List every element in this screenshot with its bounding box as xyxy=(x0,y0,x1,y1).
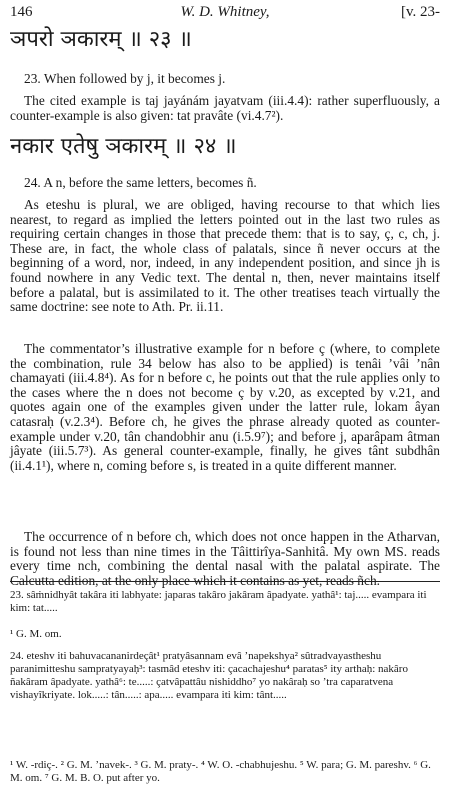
footnote-separator xyxy=(10,581,440,582)
rule-24-paragraph-2: The commentator’s illustrative example for n before ç (where, to complete the combination, rule 34 below has also to be applied) is tenâi ’vâi ’nân chamayati (iii.4.8⁴). As for n before c, he points out that the rule applies only to the cases where the n does not become ç by v.20, as excepted by v.21, and quotes again one of the examples given under the latter rule, lokam âyan catasraḥ (v.2.3⁴). Before ch, he gives the phrase already quoted as counter-example under v.20, tân chandobhir anu (i.5.9⁷); and before j, aparâpam âtman jâyate (iii.5.7³). As general counter-example, finally, he gives tânt subdhân (ii.4.1¹), where n, coming before s, is treated in a quite different manner. xyxy=(10,341,440,473)
rule-23-sanskrit: ञपरो ञकारम् ॥ २३ ॥ xyxy=(10,27,192,52)
rule-23-comment: The cited example is taj jayánám jayatvam (iii.4.4): rather superfluously, a counter-example is also given: tat pravâte (vi.4.7²). xyxy=(10,93,440,123)
variant-readings-23: ¹ G. M. om. xyxy=(10,628,62,640)
page-number: 146 xyxy=(10,4,33,20)
running-title: W. D. Whitney, xyxy=(180,4,270,20)
commentary-note-24: 24. eteshv iti bahuvacananirdeçât¹ pratyâsannam evâ ’napekshya² sûtradvayastheshu paranimitteshu sampratyayaḥ³: tasmâd eteshv iti: çacachajeshu⁴ paratas⁵ ity arthaḥ: nakâro ñakâram âpadyate. yathâ⁶: te.....: çatvâpattâu nishiddho⁷ yo nakâraḥ so ’tra caparatvena vishayîkriyate. lok.....: tân.....: apa..... evampara iti kim: tânt..... xyxy=(10,650,408,701)
rule-23-translation: 23. When followed by j, it becomes j. xyxy=(24,71,226,86)
rule-24-translation: 24. A n, before the same letters, becomes ñ. xyxy=(24,175,257,190)
rule-24-sanskrit: नकार एतेषु ञकारम् ॥ २४ ॥ xyxy=(10,134,237,159)
commentary-note-23: 23. sâṁnidhyât takâra iti labhyate: japaras takâro jakâram âpadyate. yathâ¹: taj..... evampara iti kim: tat..... xyxy=(10,589,427,614)
running-header xyxy=(10,4,440,24)
book-page xyxy=(10,0,440,799)
rule-24-paragraph-3: The occurrence of n before ch, which does not once happen in the Atharvan, is found not less than nine times in the Tâittirîya-Sanhitâ. My own MS. reads every time nch, combining the dental nasal with the palatal aspirate. The Calcutta edition, at the only place which it contains as yet, reads ñch. xyxy=(10,529,440,588)
variant-readings-24: ¹ W. -rdiç-. ² G. M. ’navek-. ³ G. M. praty-. ⁴ W. O. -chabhujeshu. ⁵ W. para; G. M. pareshv. ⁶ G. M. om. ⁷ G. M. B. O. put after yo. xyxy=(10,759,431,784)
rule-24-paragraph-1: As eteshu is plural, we are obliged, having recourse to that which lies nearest, to regard as implied the letters pointed out in the last two rules as requiring certain changes in those that precede them: that is to say, ç, c, ch, j. These are, in fact, the whole class of palatals, since ñ never occurs at the beginning of a word, nor, indeed, in any independent position, and since jh is found nowhere in any Vedic text. The dental n, then, never maintains itself before a palatal, but is assimilated to it. The other treatises teach virtually the same doctrine: see note to Ath. Pr. ii.11. xyxy=(10,197,440,315)
volume-reference: [v. 23- xyxy=(400,4,440,20)
